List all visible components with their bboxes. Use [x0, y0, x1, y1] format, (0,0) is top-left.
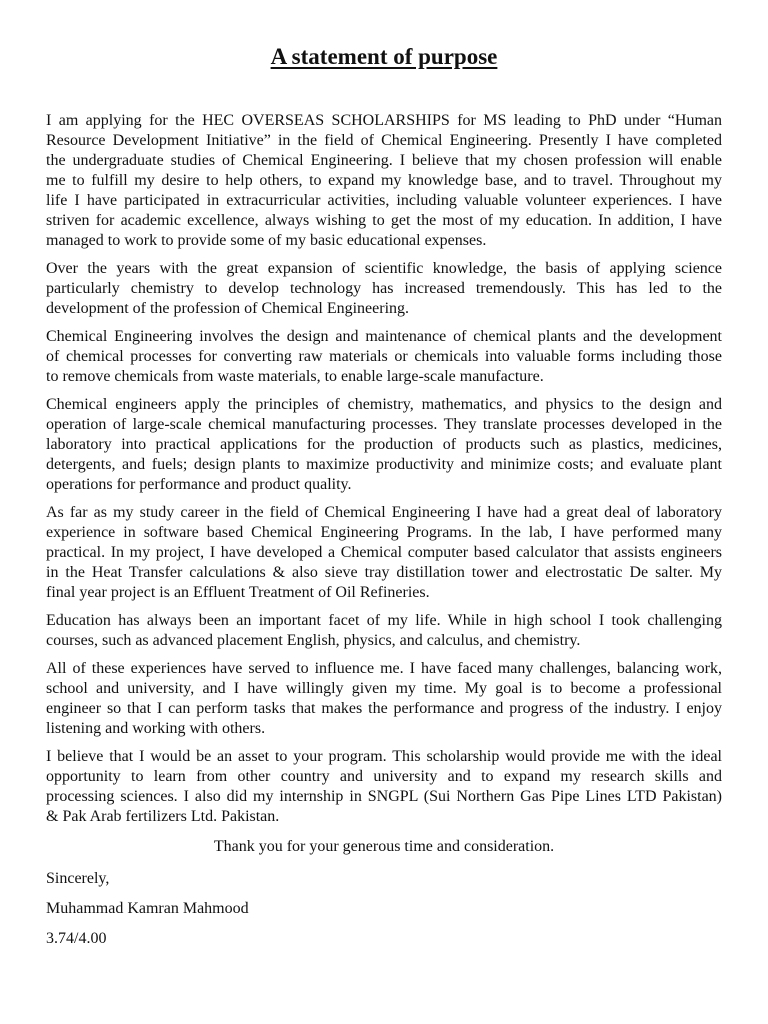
paragraph-line: managed to work to provide some of my basic educational expenses. — [46, 232, 487, 249]
paragraph-line: opportunity to learn from other country and university and to expand my research skills and — [46, 768, 722, 785]
paragraph — [46, 259, 722, 319]
signoff: Sincerely, — [46, 870, 110, 887]
paragraph-line: life I have participated in extracurricular activities, including valuable volunteer experiences. I have — [46, 192, 722, 209]
paragraph-line: school and university, and I have willingly given my time. My goal is to become a professional — [46, 680, 722, 697]
paragraph-line: laboratory into practical applications for the production of products such as plastics, medicines, — [46, 436, 722, 453]
paragraph-line: experience in software based Chemical Engineering Programs. In the lab, I have performed many — [46, 524, 722, 541]
paragraph-line: Over the years with the great expansion of scientific knowledge, the basis of applying science — [46, 260, 722, 277]
paragraph-line: striven for academic excellence, always wishing to get the most of my education. In addition, I have — [46, 212, 722, 229]
paragraph-line: final year project is an Effluent Treatment of Oil Refineries. — [46, 584, 430, 601]
document-body — [46, 111, 722, 956]
paragraph — [46, 395, 722, 495]
paragraph-line: detergents, and fuels; design plants to maximize productivity and minimize costs; and evaluate plant — [46, 456, 722, 473]
paragraph-line: Education has always been an important facet of my life. While in high school I took challenging — [46, 612, 722, 629]
paragraph-line: particularly chemistry to develop technology has increased tremendously. This has led to the — [46, 280, 722, 297]
paragraph-line: to remove chemicals from waste materials, to enable large-scale manufacture. — [46, 368, 544, 385]
paragraph-line: processing sciences. I also did my internship in SNGPL (Sui Northern Gas Pipe Lines LTD Pakistan) — [46, 788, 722, 805]
paragraph-line: practical. In my project, I have developed a Chemical computer based calculator that assists engineers — [46, 544, 722, 561]
paragraphs — [46, 111, 722, 827]
paragraph — [46, 503, 722, 603]
paragraph-line: I am applying for the HEC OVERSEAS SCHOLARSHIPS for MS leading to PhD under “Human — [46, 112, 722, 129]
paragraph-line: in the Heat Transfer calculations & also sieve tray distillation tower and electrostatic De salter. My — [46, 564, 722, 581]
paragraph-line: me to fulfill my desire to help others, to expand my knowledge base, and to travel. Throughout my — [46, 172, 722, 189]
document-title: A statement of purpose — [270, 44, 498, 69]
paragraph — [46, 111, 722, 251]
paragraph-line: engineer so that I can perform tasks that makes the performance and progress of the industry. I enjoy — [46, 700, 722, 717]
paragraph-line: listening and working with others. — [46, 720, 266, 737]
paragraph — [46, 327, 722, 387]
paragraph-line: As far as my study career in the field of Chemical Engineering I have had a great deal of laboratory — [46, 504, 722, 521]
author-name: Muhammad Kamran Mahmood — [46, 900, 249, 917]
paragraph-line: Chemical Engineering involves the design and maintenance of chemical plants and the development — [46, 328, 722, 345]
paragraph-line: development of the profession of Chemical Engineering. — [46, 300, 410, 317]
gpa: 3.74/4.00 — [46, 930, 107, 947]
paragraph-line: the undergraduate studies of Chemical Engineering. I believe that my chosen profession will enable — [46, 152, 722, 169]
paragraph-line: Resource Development Initiative” in the field of Chemical Engineering. Presently I have completed — [46, 132, 722, 149]
paragraph-line: of chemical processes for converting raw materials or chemicals into valuable forms including those — [46, 348, 722, 365]
paragraph-line: operations for performance and product quality. — [46, 476, 352, 493]
paragraph-line: All of these experiences have served to influence me. I have faced many challenges, balancing work, — [46, 660, 722, 677]
paragraph — [46, 611, 722, 651]
paragraph — [46, 747, 722, 827]
closing-line: Thank you for your generous time and consideration. — [213, 838, 555, 855]
paragraph-line: operation of large-scale chemical manufacturing processes. They translate processes developed in the — [46, 416, 722, 433]
paragraph — [46, 659, 722, 739]
paragraph-line: I believe that I would be an asset to your program. This scholarship would provide me with the ideal — [46, 748, 722, 765]
paragraph-line: Chemical engineers apply the principles of chemistry, mathematics, and physics to the design and — [46, 396, 722, 413]
paragraph-line: courses, such as advanced placement English, physics, and calculus, and chemistry. — [46, 632, 581, 649]
paragraph-line: & Pak Arab fertilizers Ltd. Pakistan. — [46, 808, 280, 825]
